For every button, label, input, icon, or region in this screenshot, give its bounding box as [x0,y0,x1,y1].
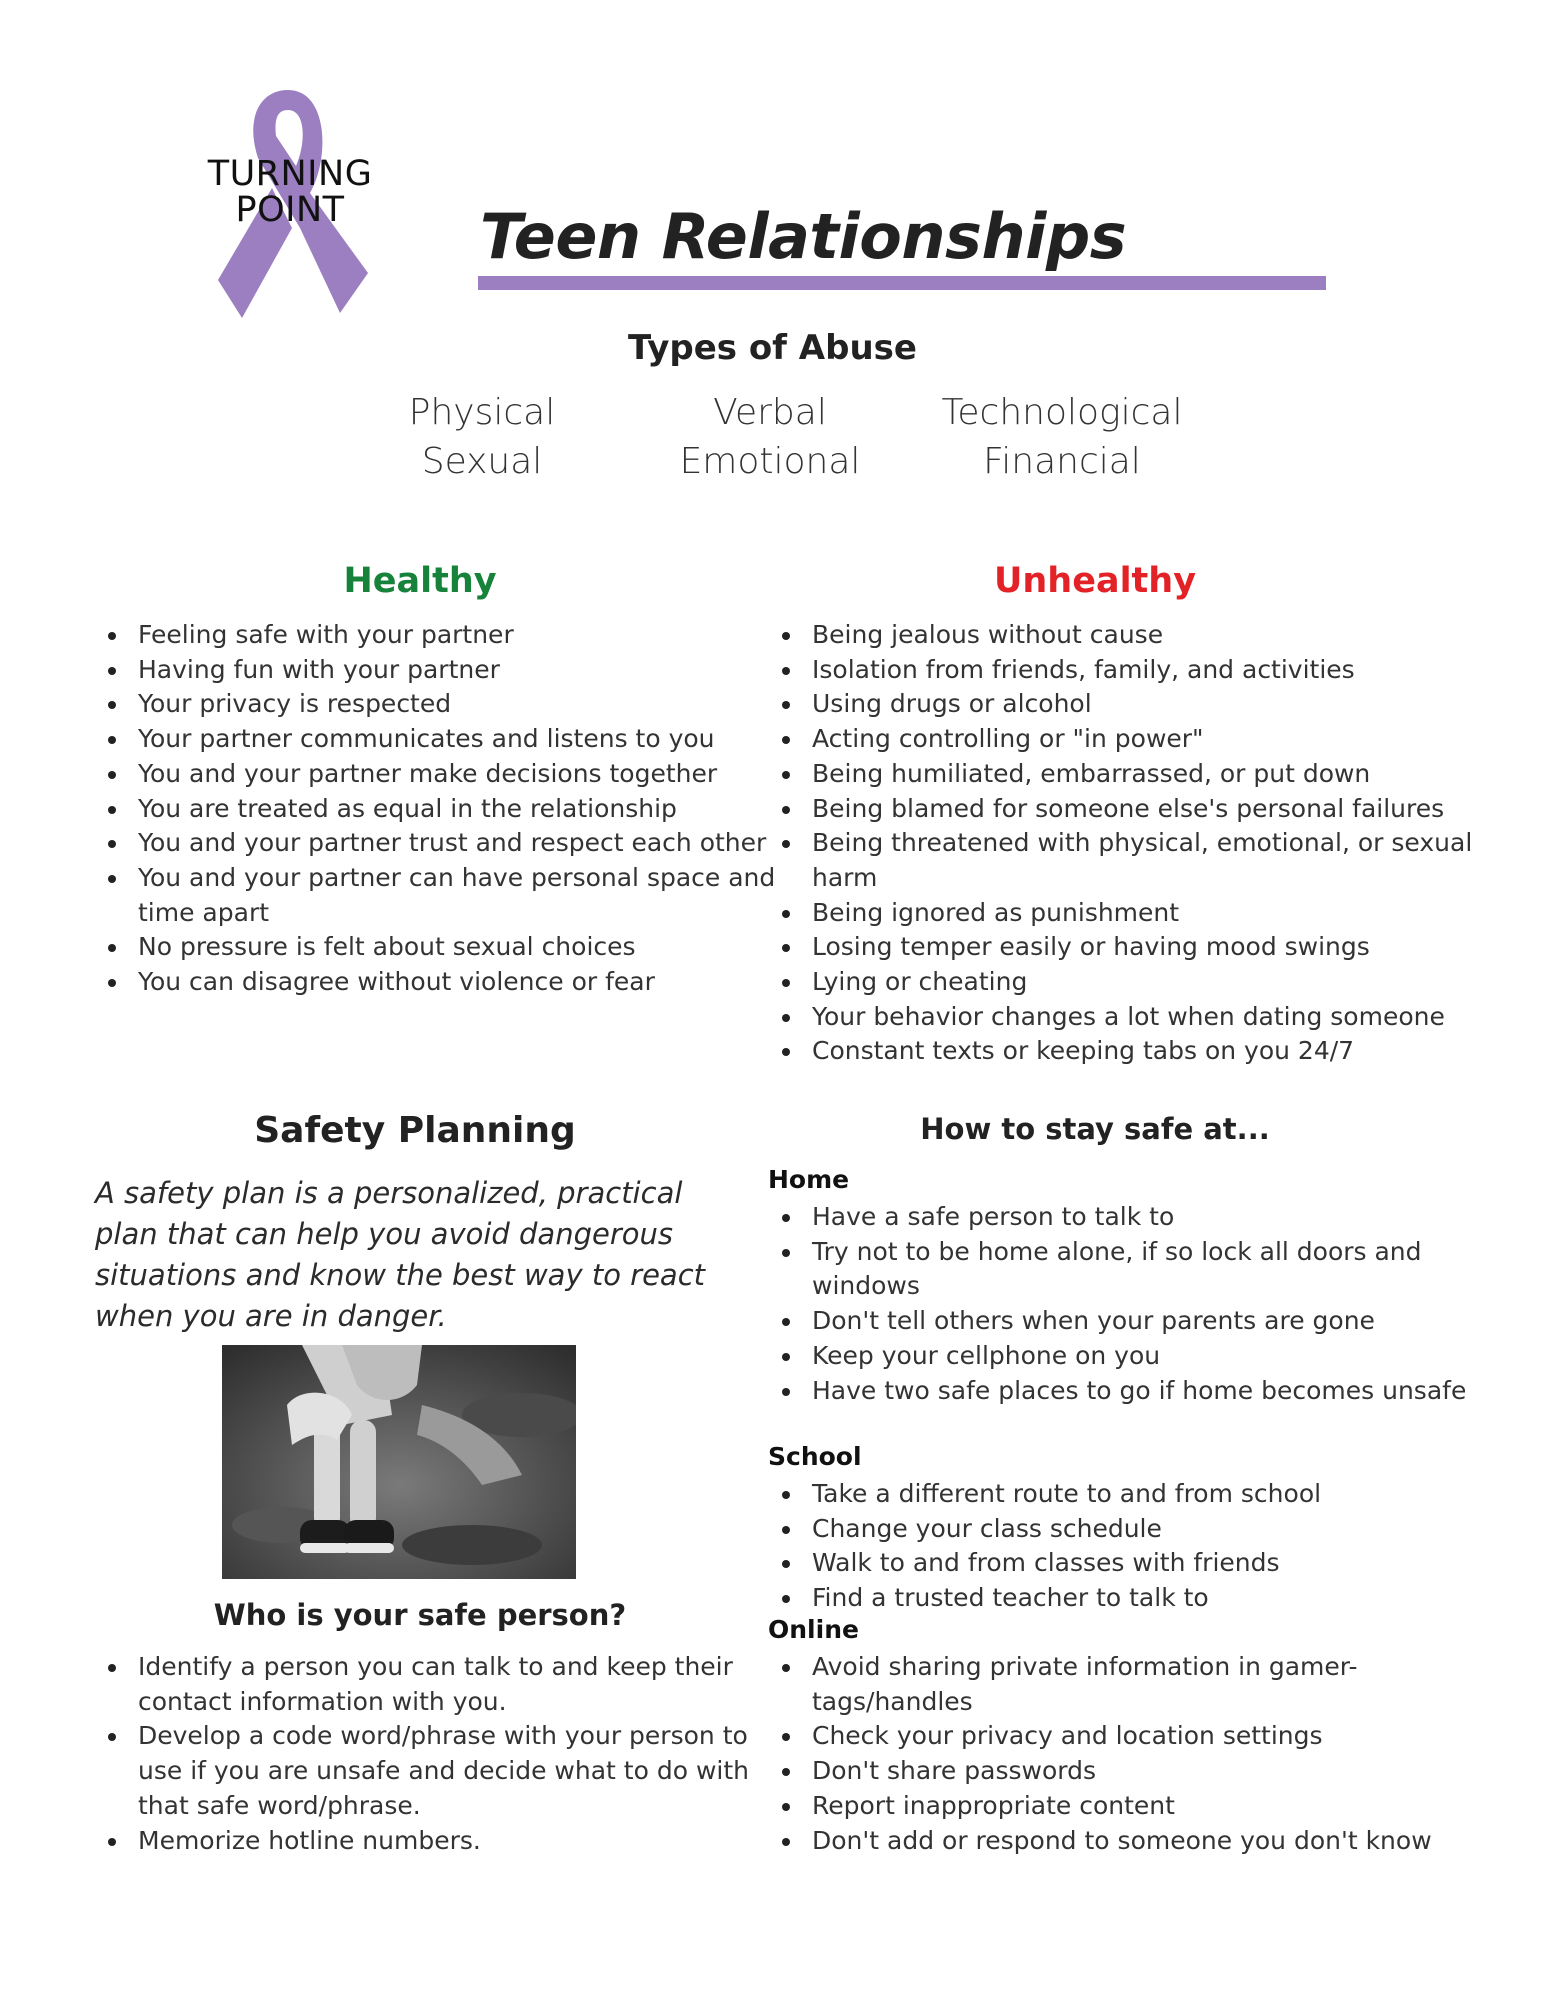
list-item: Report inappropriate content [812,1789,1512,1824]
abuse-type: Verbal [713,392,827,433]
list-item: Check your privacy and location settings [812,1719,1512,1754]
list-item: Being humiliated, embarrassed, or put down [812,757,1502,792]
list-item: Losing temper easily or having mood swings [812,930,1502,965]
list-item: Have two safe places to go if home becomes unsafe [812,1374,1512,1409]
safe-person-heading: Who is your safe person? [213,1598,627,1632]
logo-text-line1: TURNING [207,154,373,194]
list-item: Keep your cellphone on you [812,1339,1512,1374]
abuse-type: Technological [941,392,1183,433]
list-item: You and your partner can have personal space and time apart [138,861,788,930]
online-subheading: Online [768,1615,859,1644]
types-of-abuse-heading: Types of Abuse [628,328,917,368]
unhealthy-list [768,618,1502,1069]
abuse-type: Physical [408,392,556,433]
school-safety-list [768,1477,1512,1616]
list-item: You are treated as equal in the relationship [138,792,788,827]
list-item: Using drugs or alcohol [812,687,1502,722]
teen-sitting-photo [222,1345,576,1579]
list-item: Don't add or respond to someone you don't know [812,1824,1512,1859]
list-item: Find a trusted teacher to talk to [812,1581,1512,1616]
abuse-type: Sexual [421,441,543,482]
logo-text-line2: POINT [235,190,345,230]
list-item: Change your class schedule [812,1512,1512,1547]
home-subheading: Home [768,1165,850,1194]
unhealthy-heading: Unhealthy [993,561,1197,601]
online-safety-list [768,1650,1512,1858]
safety-plan-description: A safety plan is a personalized, practical plan that can help you avoid dangerous situations and know the best way to react when you are in danger. [95,1176,706,1333]
list-item: Being ignored as punishment [812,896,1502,931]
list-item: Take a different route to and from school [812,1477,1512,1512]
list-item: Your partner communicates and listens to you [138,722,788,757]
abuse-types-column [332,388,632,486]
list-item: Having fun with your partner [138,653,788,688]
list-item: Feeling safe with your partner [138,618,788,653]
list-item: Don't share passwords [812,1754,1512,1789]
list-item: Identify a person you can talk to and keep their contact information with you. [138,1650,788,1719]
safety-planning-heading: Safety Planning [254,1110,576,1151]
list-item: Being jealous without cause [812,618,1502,653]
list-item: You and your partner trust and respect each other [138,826,788,861]
healthy-heading: Healthy [343,561,497,601]
title-underline [478,276,1326,290]
list-item: Memorize hotline numbers. [138,1824,788,1859]
list-item: Constant texts or keeping tabs on you 24/7 [812,1034,1502,1069]
school-subheading: School [768,1442,862,1471]
list-item: Being blamed for someone else's personal failures [812,792,1502,827]
safe-person-list [94,1650,788,1858]
list-item: Develop a code word/phrase with your person to use if you are unsafe and decide what to do with that safe word/phrase. [138,1719,788,1823]
abuse-type: Financial [983,441,1141,482]
abuse-types-column [620,388,920,486]
list-item: Avoid sharing private information in gamer-tags/handles [812,1650,1512,1719]
abuse-type: Emotional [679,441,861,482]
healthy-list [94,618,788,1000]
turning-point-logo [200,88,380,323]
list-item: Lying or cheating [812,965,1502,1000]
page-title: Teen Relationships [480,200,1127,273]
list-item: Try not to be home alone, if so lock all doors and windows [812,1235,1512,1304]
list-item: You can disagree without violence or fear [138,965,788,1000]
list-item: Your privacy is respected [138,687,788,722]
list-item: Don't tell others when your parents are gone [812,1304,1512,1339]
list-item: Your behavior changes a lot when dating someone [812,1000,1502,1035]
list-item: You and your partner make decisions together [138,757,788,792]
home-safety-list [768,1200,1512,1408]
list-item: Acting controlling or "in power" [812,722,1502,757]
list-item: Being threatened with physical, emotional, or sexual harm [812,826,1502,895]
list-item: No pressure is felt about sexual choices [138,930,788,965]
list-item: Have a safe person to talk to [812,1200,1512,1235]
list-item: Walk to and from classes with friends [812,1546,1512,1581]
list-item: Isolation from friends, family, and activities [812,653,1502,688]
abuse-types-column [912,388,1212,486]
stay-safe-heading: How to stay safe at... [920,1112,1270,1146]
